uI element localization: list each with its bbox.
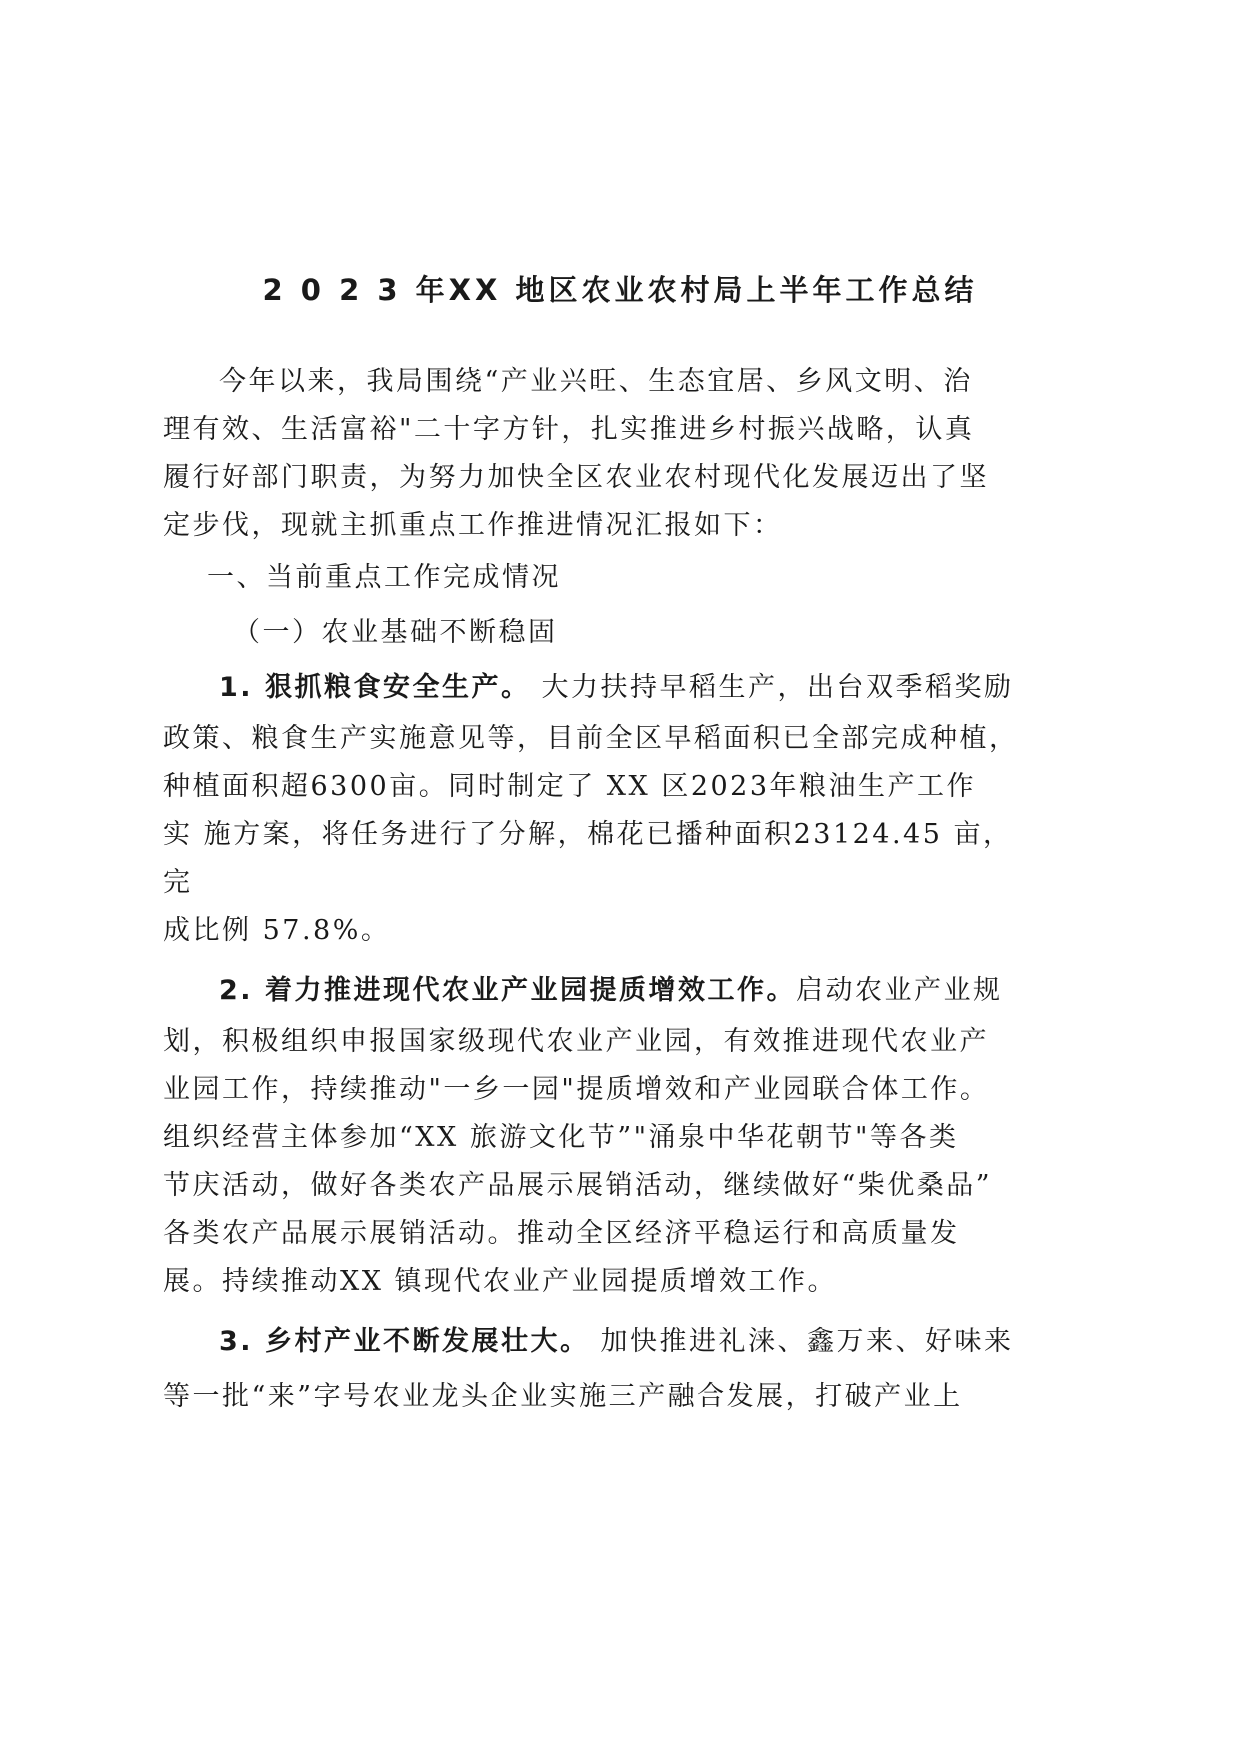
item-1-lead: 大力扶持早稻生产，出台双季稻奖励 xyxy=(530,672,1014,703)
item-1-line: 种植面积超6300亩。同时制定了 XX 区2023年粮油生产工作 xyxy=(163,771,977,802)
intro-line: 履行好部门职责，为努力加快全区农业农村现代化发展迈出了坚 xyxy=(163,462,989,493)
item-1-line: 政策、粮食生产实施意见等，目前全区早稻面积已全部完成种植， xyxy=(163,723,1019,754)
item-2-line: 业园工作，持续推动"一乡一园"提质增效和产业园联合体工作。 xyxy=(163,1074,990,1105)
section-heading: 一、当前重点工作完成情况 xyxy=(207,562,561,593)
item-1-line: 完 xyxy=(163,867,193,898)
item-1-first-line xyxy=(163,660,1083,715)
item-3-lead: 加快推进礼涞、鑫万来、好味来 xyxy=(589,1326,1014,1357)
item-2-line: 各类农产品展示展销活动。推动全区经济平稳运行和高质量发 xyxy=(163,1218,960,1249)
item-2-line: 展。持续推动XX 镇现代农业产业园提质增效工作。 xyxy=(163,1266,838,1297)
item-1-line: 成比例 57.8%。 xyxy=(163,915,391,946)
item-2-line: 划，积极组织申报国家级现代农业产业园，有效推进现代农业产 xyxy=(163,1026,989,1057)
intro-line: 今年以来，我局围绕“产业兴旺、生态宜居、乡风文明、治 xyxy=(219,366,973,397)
item-2-line: 节庆活动，做好各类农产品展示展销活动，继续做好“柴优桑品” xyxy=(163,1170,993,1201)
item-2-line: 组织经营主体参加“XX 旅游文化节”"涌泉中华花朝节"等各类 xyxy=(163,1122,959,1153)
item-2-lead: 启动农业产业规 xyxy=(795,975,1003,1006)
intro-line: 理有效、生活富裕"二十字方针，扎实推进乡村振兴战略，认真 xyxy=(163,414,975,445)
item-1-heading: 1. 狠抓粮食安全生产。 xyxy=(219,672,531,703)
subsection-heading: （一）农业基础不断稳固 xyxy=(233,617,558,648)
item-2-heading: 2. 着力推进现代农业产业园提质增效工作。 xyxy=(219,975,796,1006)
item-1-line: 实 施方案，将任务进行了分解，棉花已播种面积23124.45 亩， xyxy=(163,819,1013,850)
item-3-heading: 3. 乡村产业不断发展壮大。 xyxy=(219,1326,590,1357)
document-body xyxy=(163,358,1083,1424)
intro-line: 定步伐，现就主抓重点工作推进情况汇报如下： xyxy=(163,510,783,541)
item-2-first-line xyxy=(163,963,1083,1018)
item-3-first-line xyxy=(163,1314,1083,1369)
item-3-line: 等一批“来”字号农业龙头企业实施三产融合发展，打破产业上 xyxy=(163,1381,963,1412)
document-title: 2 0 2 3 年XX 地区农业农村局上半年工作总结 xyxy=(262,273,978,307)
